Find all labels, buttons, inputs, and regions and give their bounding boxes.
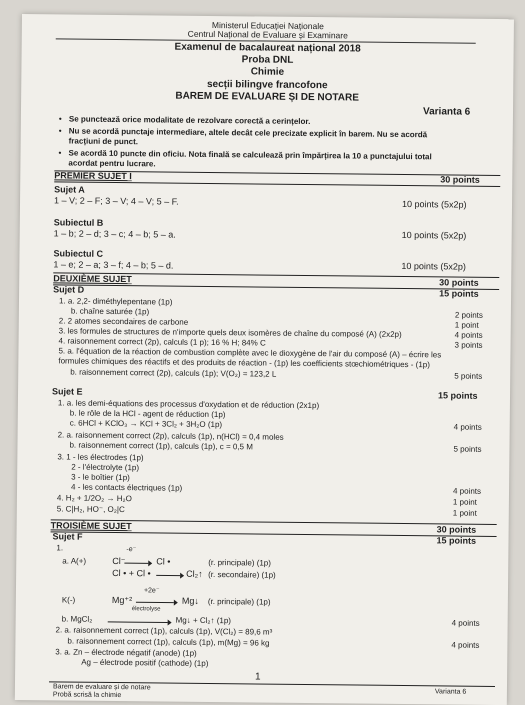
- sujet-e-title: Sujet E: [52, 386, 83, 397]
- anode-label: a. A(+): [62, 556, 86, 566]
- e-line: 4. H₂ + 1/2O₂ → H₂O: [57, 493, 132, 504]
- exam-page: [15, 14, 514, 705]
- page-number: 1: [255, 671, 261, 683]
- d-side-points: 5 points: [454, 372, 482, 382]
- rule-3-cont: acordat pentru lucrare.: [68, 158, 155, 169]
- proba-title: Proba DNL: [21, 52, 513, 69]
- s2-title: DEUXIÈME SUJET: [53, 273, 132, 285]
- sujet-c-title: Subiectul C: [53, 248, 103, 260]
- cathode-eq-left: Mg⁺²: [112, 595, 132, 606]
- e-side-points: 1 point: [453, 509, 477, 519]
- d-side-points: 2 points: [455, 311, 483, 321]
- section-rule: [53, 284, 499, 290]
- e-line: c. 6HCl + KClO₃ → KCl + 3Cl₂ + 3H₂O (1p): [70, 419, 223, 431]
- e-line: 5. C|H₂, HO⁻, O₂|C: [57, 504, 125, 515]
- sujet-a-title: Sujet A: [54, 184, 85, 195]
- d-line: b. chaîne saturée (1p): [71, 307, 149, 318]
- cathode-eq-right: Mg↓: [182, 596, 199, 606]
- sujet-f-points: 15 points: [436, 535, 476, 546]
- e-line: b. le rôle de la HCl - agent de réduction (1p): [70, 409, 226, 421]
- e-side-points: 1 point: [453, 498, 477, 508]
- anode-eq1-note: (r. principale) (1p): [208, 558, 271, 569]
- footer-left-1: Barem de evaluare și de notare: [53, 683, 151, 692]
- ministry-name: Ministerul Educației Naționale: [22, 18, 514, 33]
- e-side-points: 5 points: [453, 445, 481, 455]
- sujet-a-answers: 1 – V; 2 – F; 3 – V; 4 – V; 5 – F.: [54, 195, 179, 207]
- e-side-points: 4 points: [454, 423, 482, 433]
- d-line: 5. a. l'équation de la réaction de combustion complète avec le dioxygène de l'air du composé (A) – écrire les: [58, 346, 441, 360]
- e-line: 1. a. les demi-équations des processus d'oxydation et de réduction (2x1p): [58, 398, 319, 411]
- anode-eq2-left: Cl • + Cl •: [112, 568, 151, 578]
- d-side-points: 3 points: [454, 341, 482, 351]
- f-line-2b: b. raisonnement correct (1p), calculs (1p), m(Mg) = 96 kg: [67, 637, 269, 649]
- d-side-points: 1 point: [455, 321, 479, 331]
- sujet-b-points: 10 points (5x2p): [402, 230, 467, 242]
- footer-left-2: Probă scrisă la chimie: [53, 691, 122, 700]
- section-rule: [54, 181, 500, 187]
- barem-title: BAREM DE EVALUARE ȘI DE NOTARE: [21, 89, 513, 106]
- b-reaction-right: Mg↓ + Cl₂↑ (1p): [176, 616, 231, 627]
- cathode-eq-note: (r. principale) (1p): [208, 597, 271, 608]
- subject-title: Chimie: [21, 64, 513, 81]
- rule-2-cont: fracțiuni de punct.: [69, 136, 138, 147]
- sujet-e-points: 15 points: [438, 390, 478, 401]
- s1-points: 30 points: [440, 174, 480, 185]
- d-line: formules chimiques des réactifs et des produits de réaction - (1p) les coefficients stœchiométriques - (1p): [58, 356, 430, 370]
- anode-eq1-right: Cl •: [156, 556, 170, 566]
- e-line: 2 - l'électrolyte (1p): [71, 463, 139, 474]
- e-line: b. raisonnement correct (1p), calculs (1p), c = 0,5 M: [69, 441, 253, 453]
- anode-eq1-over: -e⁻: [126, 545, 136, 553]
- anode-eq1-left: Cl⁻: [112, 556, 125, 567]
- reaction-arrow-icon: [124, 559, 152, 567]
- section-rule: [51, 531, 497, 537]
- b-points: 4 points: [452, 619, 480, 629]
- s3-title: TROISIÈME SUJET: [51, 520, 132, 532]
- rule-2: • Nu se acordă punctaje intermediare, altele decât cele precizate explicit în barem. Nu se acordă: [69, 126, 427, 140]
- f-line-3a: 3. a. Zn – électrode négatif (anode) (1p): [55, 647, 197, 658]
- cathode-label: K(-): [62, 595, 75, 605]
- sujet-a-points: 10 points (5x2p): [402, 199, 467, 211]
- e-line: 2. a. raisonnement correct (2p), calculs (1p), n(HCl) = 0,4 moles: [58, 430, 284, 442]
- b-reaction-left: b. MgCl₂: [62, 614, 93, 624]
- e-line: 4 - les contacts électriques (1p): [71, 483, 182, 494]
- cathode-eq-over: +2e⁻: [144, 586, 160, 594]
- s2-points: 30 points: [439, 277, 479, 288]
- center-name: Centrul Național de Evaluare și Examinare: [22, 27, 514, 42]
- d-side-points: 4 points: [455, 331, 483, 341]
- sujet-b-title: Subiectul B: [54, 217, 104, 229]
- anode-eq2-right: Cl₂↑: [186, 569, 203, 579]
- sujet-c-points: 10 points (5x2p): [401, 261, 466, 273]
- footer-variant: Varianta 6: [435, 688, 466, 696]
- variant-label: Varianta 6: [423, 106, 470, 118]
- d-line: 2. 2 atomes secondaires de carbone: [59, 316, 189, 327]
- e-side-points: 4 points: [453, 487, 481, 497]
- d-line: 4. raisonnement correct (2p), calculs (1 p); 16 % H; 84% C: [59, 336, 266, 348]
- cathode-eq-under: électrolyse: [132, 606, 161, 612]
- s1-title: PREMIER SUJET I: [54, 170, 132, 182]
- reaction-arrow-icon: [156, 571, 184, 579]
- d-line: 1. a. 2,2- diméthylepentane (1p): [59, 296, 173, 307]
- e-line: 3. 1 - les électrodes (1p): [57, 452, 143, 463]
- sujet-f-title: Sujet F: [52, 531, 82, 542]
- anode-eq2-note: (r. secondaire) (1p): [208, 570, 276, 581]
- f-item-1: 1.: [56, 543, 63, 553]
- f-line-3b: Ag – électrode positif (cathode) (1p): [81, 658, 208, 669]
- d-line: b. raisonnement correct (2p), calculs (1p); V(O₂) = 123,2 L: [70, 368, 276, 380]
- rule-1: • Se punctează orice modalitate de rezolvare corectă a cerințelor.: [69, 114, 311, 127]
- sujet-c-answers: 1 – e; 2 – a; 3 – f; 4 – b; 5 – d.: [53, 259, 173, 271]
- sujet-b-answers: 1 – b; 2 – d; 3 – c; 4 – b; 5 – a.: [54, 228, 176, 240]
- exam-title: Examenul de bacalaureat național 2018: [22, 40, 514, 57]
- e-line: 3 - le boîtier (1p): [71, 473, 130, 484]
- f-line-2-points: 4 points: [451, 641, 479, 651]
- rule-3: • Se acordă 10 puncte din oficiu. Nota finală se calculează prin împărțirea la 10 a punctajului total: [68, 148, 431, 162]
- d-line: 3. les formules de structures de n'importe quels deux isomères de chaîne du composé (A) (2x2p): [59, 326, 402, 340]
- f-line-2a: 2. a. raisonnement correct (1p), calculs (1p), V(Cl₂) = 89,6 m³: [55, 625, 272, 637]
- section-title: secții bilingve francofone: [21, 77, 513, 94]
- sujet-d-title: Sujet D: [53, 284, 84, 295]
- s3-points: 30 points: [437, 524, 477, 535]
- sujet-d-points: 15 points: [439, 288, 479, 299]
